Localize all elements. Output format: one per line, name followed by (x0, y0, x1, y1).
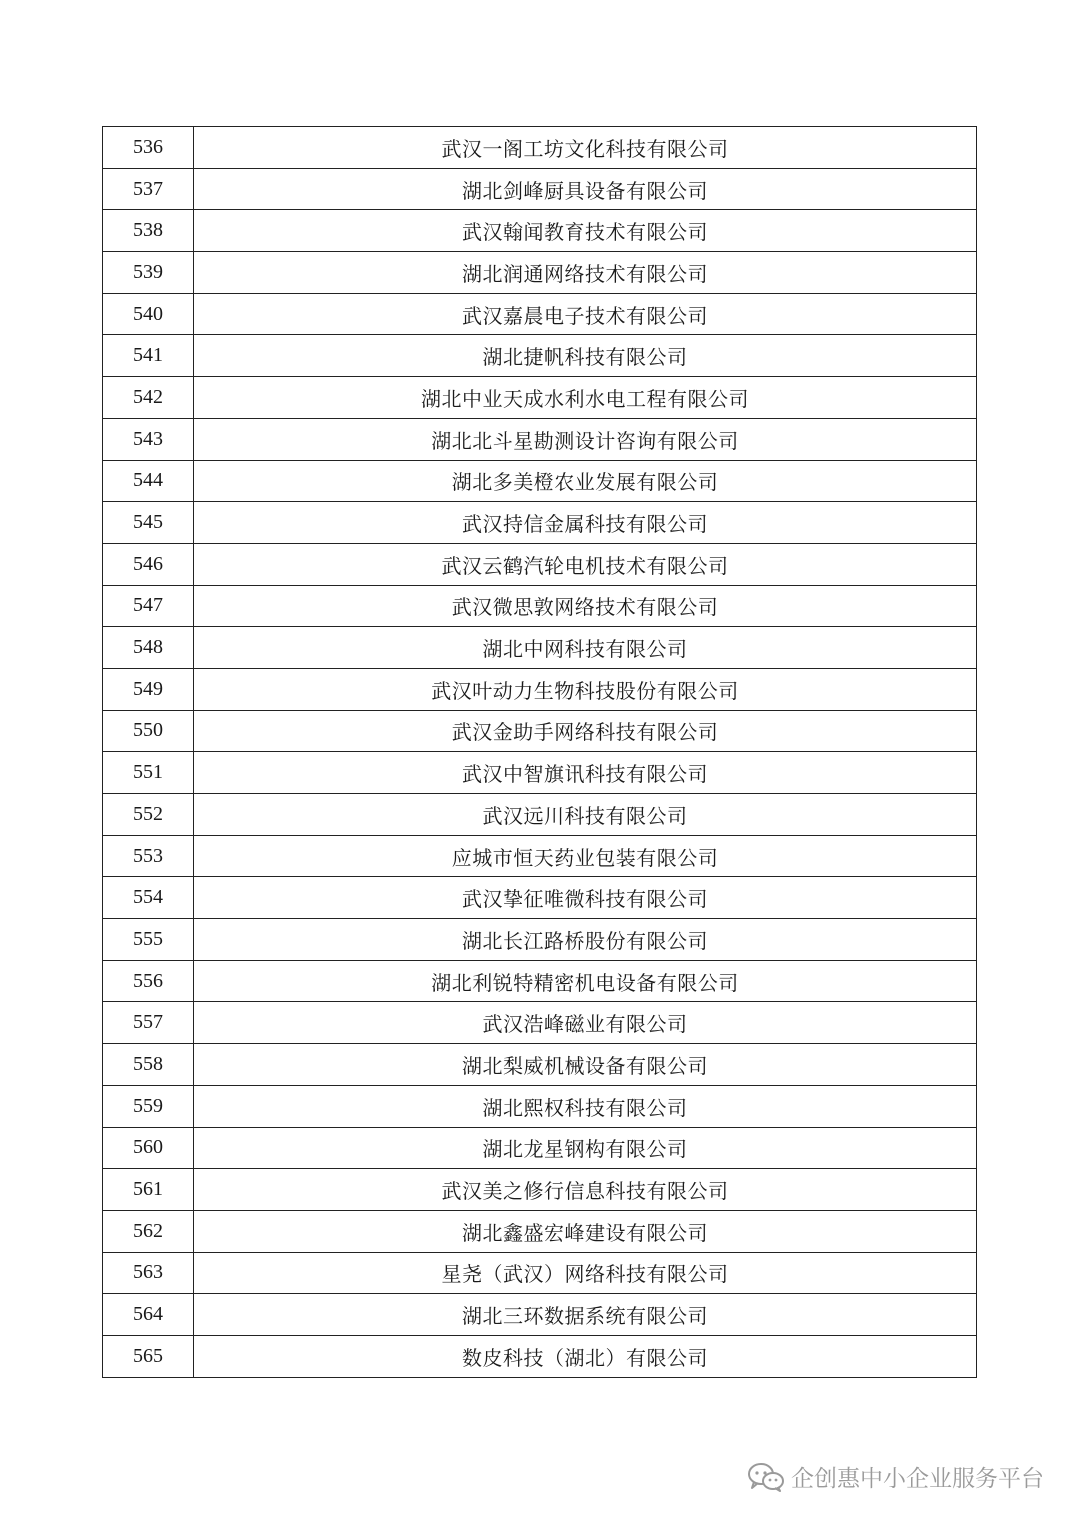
company-name: 武汉嘉晨电子技术有限公司 (194, 293, 977, 335)
row-number: 558 (103, 1044, 194, 1086)
table-row (103, 585, 977, 627)
table-row (103, 794, 977, 836)
row-number: 541 (103, 335, 194, 377)
company-name: 武汉一阁工坊文化科技有限公司 (194, 127, 977, 169)
table-row (103, 1044, 977, 1086)
company-name: 武汉浩峰磁业有限公司 (194, 1002, 977, 1044)
row-number: 554 (103, 877, 194, 919)
company-table-body (103, 127, 977, 1378)
row-number: 560 (103, 1127, 194, 1169)
table-row (103, 627, 977, 669)
row-number: 540 (103, 293, 194, 335)
watermark (747, 1460, 1044, 1493)
row-number: 543 (103, 418, 194, 460)
row-number: 537 (103, 168, 194, 210)
row-number: 544 (103, 460, 194, 502)
table-row (103, 919, 977, 961)
table-row (103, 1335, 977, 1377)
table-row (103, 1294, 977, 1336)
row-number: 557 (103, 1002, 194, 1044)
company-name: 湖北龙星钢构有限公司 (194, 1127, 977, 1169)
table-row (103, 1169, 977, 1211)
table-row (103, 210, 977, 252)
row-number: 546 (103, 543, 194, 585)
company-name: 武汉叶动力生物科技股份有限公司 (194, 668, 977, 710)
company-name: 湖北剑峰厨具设备有限公司 (194, 168, 977, 210)
table-row (103, 335, 977, 377)
row-number: 555 (103, 919, 194, 961)
company-name: 武汉美之修行信息科技有限公司 (194, 1169, 977, 1211)
table-row (103, 293, 977, 335)
company-name: 湖北捷帆科技有限公司 (194, 335, 977, 377)
company-name: 武汉微思敦网络技术有限公司 (194, 585, 977, 627)
company-name: 湖北长江路桥股份有限公司 (194, 919, 977, 961)
table-row (103, 877, 977, 919)
company-name: 应城市恒天药业包装有限公司 (194, 835, 977, 877)
table-row (103, 1210, 977, 1252)
table-row (103, 960, 977, 1002)
row-number: 564 (103, 1294, 194, 1336)
company-name: 湖北润通网络技术有限公司 (194, 252, 977, 294)
table-row (103, 168, 977, 210)
company-name: 湖北多美橙农业发展有限公司 (194, 460, 977, 502)
table-row (103, 1002, 977, 1044)
row-number: 549 (103, 668, 194, 710)
row-number: 563 (103, 1252, 194, 1294)
watermark-text: 企创惠中小企业服务平台 (791, 1466, 1044, 1492)
table-row (103, 1085, 977, 1127)
table-row (103, 127, 977, 169)
company-name: 武汉翰闻教育技术有限公司 (194, 210, 977, 252)
company-name: 武汉远川科技有限公司 (194, 794, 977, 836)
company-name: 湖北利锐特精密机电设备有限公司 (194, 960, 977, 1002)
table-row (103, 752, 977, 794)
row-number: 552 (103, 794, 194, 836)
company-name: 湖北鑫盛宏峰建设有限公司 (194, 1210, 977, 1252)
company-name: 星尧（武汉）网络科技有限公司 (194, 1252, 977, 1294)
company-name: 湖北北斗星勘测设计咨询有限公司 (194, 418, 977, 460)
wechat-icon (747, 1462, 785, 1492)
row-number: 550 (103, 710, 194, 752)
row-number: 536 (103, 127, 194, 169)
row-number: 548 (103, 627, 194, 669)
table-row (103, 377, 977, 419)
table-row (103, 1127, 977, 1169)
row-number: 553 (103, 835, 194, 877)
row-number: 539 (103, 252, 194, 294)
row-number: 547 (103, 585, 194, 627)
row-number: 561 (103, 1169, 194, 1211)
company-name: 湖北三环数据系统有限公司 (194, 1294, 977, 1336)
company-name: 武汉中智旗讯科技有限公司 (194, 752, 977, 794)
row-number: 538 (103, 210, 194, 252)
company-name: 数皮科技（湖北）有限公司 (194, 1335, 977, 1377)
company-name: 湖北梨威机械设备有限公司 (194, 1044, 977, 1086)
company-name: 武汉云鹤汽轮电机技术有限公司 (194, 543, 977, 585)
company-name: 武汉挚征唯微科技有限公司 (194, 877, 977, 919)
company-name: 武汉持信金属科技有限公司 (194, 502, 977, 544)
company-name: 湖北熙权科技有限公司 (194, 1085, 977, 1127)
table-row (103, 252, 977, 294)
table-row (103, 460, 977, 502)
row-number: 556 (103, 960, 194, 1002)
table-row (103, 1252, 977, 1294)
row-number: 562 (103, 1210, 194, 1252)
table-row (103, 710, 977, 752)
table-row (103, 543, 977, 585)
table-row (103, 418, 977, 460)
row-number: 542 (103, 377, 194, 419)
row-number: 565 (103, 1335, 194, 1377)
company-name: 湖北中业天成水利水电工程有限公司 (194, 377, 977, 419)
table-row (103, 668, 977, 710)
table-row (103, 835, 977, 877)
row-number: 545 (103, 502, 194, 544)
company-name: 武汉金助手网络科技有限公司 (194, 710, 977, 752)
company-name: 湖北中网科技有限公司 (194, 627, 977, 669)
row-number: 559 (103, 1085, 194, 1127)
row-number: 551 (103, 752, 194, 794)
company-table (102, 126, 977, 1378)
table-row (103, 502, 977, 544)
